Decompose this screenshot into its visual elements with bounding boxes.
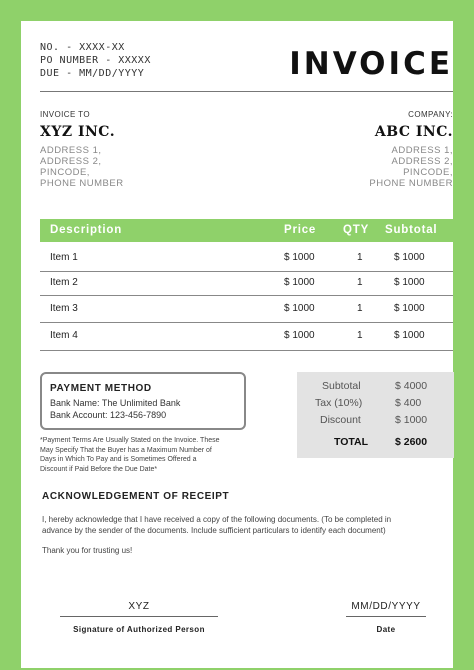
col-description: Description	[50, 224, 123, 236]
row-subtotal: $ 1000	[394, 252, 425, 263]
tax-label: Tax (10%)	[315, 397, 363, 409]
discount-label: Discount	[320, 414, 361, 426]
discount-row	[297, 414, 454, 428]
bank-name: Bank Name: The Unlimited Bank	[50, 398, 181, 408]
total-row	[297, 436, 454, 450]
bill-to-address-line: ADDRESS 2,	[40, 156, 102, 167]
row-divider	[40, 271, 453, 272]
discount-value: $ 1000	[395, 414, 428, 426]
total-label: TOTAL	[334, 436, 369, 448]
bill-to-name: XYZ INC.	[40, 124, 116, 140]
company-label: COMPANY:	[408, 110, 453, 119]
row-divider	[40, 350, 453, 351]
col-qty: QTY	[343, 224, 370, 236]
invoice-title: INVOICE	[289, 46, 453, 82]
row-subtotal: $ 1000	[394, 330, 425, 341]
company-section	[369, 110, 453, 189]
company-address-line: ADDRESS 2,	[391, 156, 453, 167]
subtotal-label: Subtotal	[322, 380, 361, 392]
acknowledgement-text	[42, 514, 457, 536]
col-price: Price	[284, 224, 317, 236]
header-divider	[40, 91, 453, 92]
tax-value: $ 400	[395, 397, 422, 409]
col-subtotal: Subtotal	[385, 224, 438, 236]
total-value: $ 2600	[395, 436, 428, 448]
invoice-number: NO. - XXXX-XX	[40, 42, 125, 53]
table-row	[40, 277, 453, 291]
company-name: ABC INC.	[374, 124, 453, 140]
tax-row	[297, 397, 454, 411]
thanks-text: Thank you for trusting us!	[42, 546, 133, 555]
payment-method-box	[40, 372, 246, 430]
company-address-line: PHONE NUMBER	[369, 178, 453, 189]
invoice-meta	[40, 41, 151, 80]
company-address-line: PINCODE,	[403, 167, 453, 178]
date-value: MM/DD/YYYY	[351, 601, 421, 612]
row-description: Item 3	[50, 303, 78, 314]
terms-line: Discount if Paid Before the Due Date*	[40, 465, 158, 473]
table-row	[40, 330, 453, 344]
subtotal-row	[297, 380, 454, 394]
row-qty: 1	[357, 303, 363, 314]
payment-method-title: PAYMENT METHOD	[50, 383, 152, 394]
row-divider	[40, 322, 453, 323]
bill-to-address-line: PINCODE,	[40, 167, 90, 178]
row-price: $ 1000	[284, 252, 315, 263]
row-price: $ 1000	[284, 277, 315, 288]
po-number: PO NUMBER - XXXXX	[40, 55, 151, 66]
bill-to-section	[40, 110, 124, 189]
signature-label: Signature of Authorized Person	[73, 625, 205, 634]
row-description: Item 4	[50, 330, 78, 341]
row-subtotal: $ 1000	[394, 277, 425, 288]
items-table-header	[40, 219, 453, 242]
acknowledgement-line: I, hereby acknowledge that I have received a copy of the following documents. (To be completed in	[42, 515, 392, 524]
company-address	[369, 145, 453, 189]
row-qty: 1	[357, 277, 363, 288]
terms-line: Days in Which To Pay and is Sometimes Offered a	[40, 456, 197, 463]
date-label: Date	[376, 625, 396, 634]
totals-box	[297, 372, 454, 458]
row-divider	[40, 295, 453, 296]
row-description: Item 2	[50, 277, 78, 288]
subtotal-value: $ 4000	[395, 380, 428, 392]
terms-line: May Specify That the Buyer has a Maximum Number of	[40, 446, 212, 454]
signature-line	[60, 616, 218, 617]
acknowledgement-title: ACKNOWLEDGEMENT OF RECEIPT	[42, 491, 230, 502]
acknowledgement-line: advance by the sender of the documents. Include sufficient particulars to identify each document)	[42, 526, 386, 535]
bill-to-address-line: ADDRESS 1,	[40, 145, 102, 156]
row-qty: 1	[357, 330, 363, 341]
bill-to-address	[40, 145, 124, 189]
payment-terms	[40, 436, 252, 474]
row-price: $ 1000	[284, 303, 315, 314]
date-line	[346, 616, 426, 617]
company-address-line: ADDRESS 1,	[391, 145, 453, 156]
due-date: DUE - MM/DD/YYYY	[40, 68, 145, 79]
row-description: Item 1	[50, 252, 78, 263]
terms-line: *Payment Terms Are Usually Stated on the Invoice. These	[40, 437, 220, 444]
bill-to-address-line: PHONE NUMBER	[40, 178, 124, 189]
row-subtotal: $ 1000	[394, 303, 425, 314]
bank-account: Bank Account: 123-456-7890	[50, 410, 167, 420]
table-row	[40, 252, 453, 266]
table-row	[40, 303, 453, 317]
row-price: $ 1000	[284, 330, 315, 341]
signature-value: XYZ	[128, 601, 150, 612]
row-qty: 1	[357, 252, 363, 263]
bill-to-label: INVOICE TO	[40, 110, 90, 119]
